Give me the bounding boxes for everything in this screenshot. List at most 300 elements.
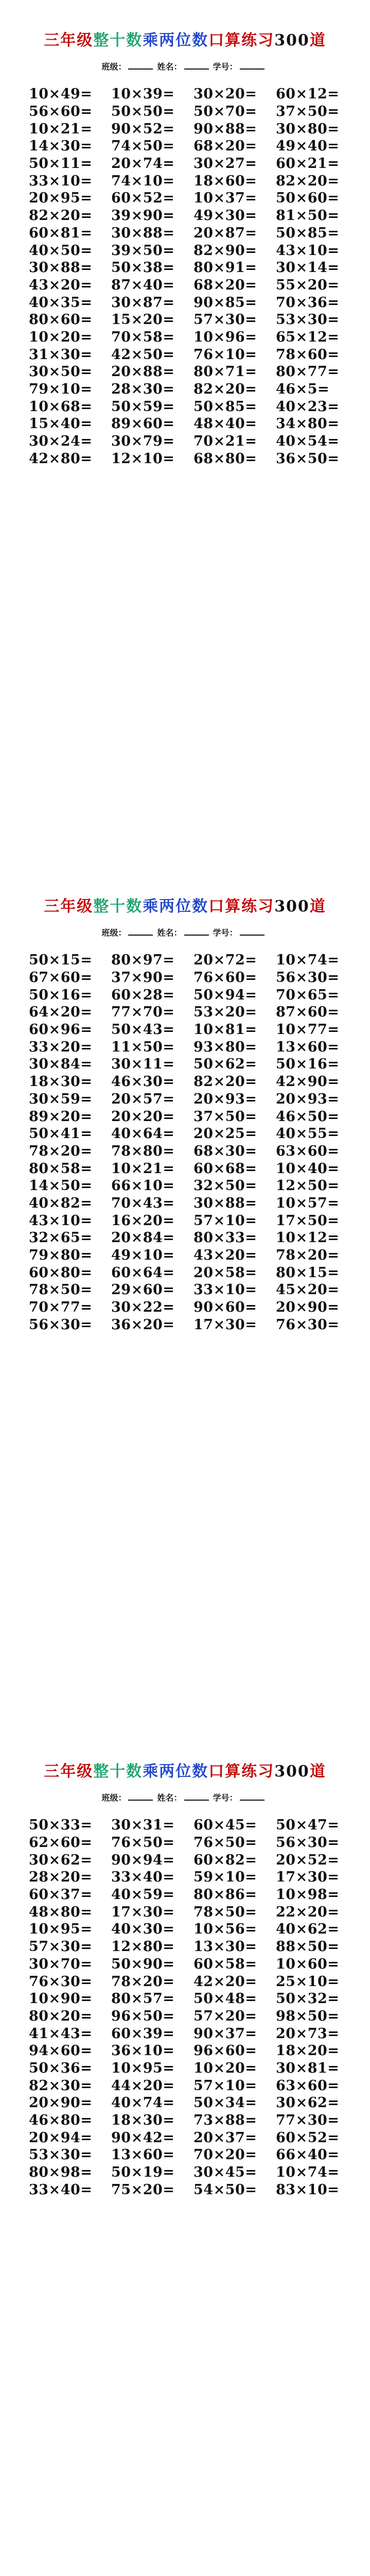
problem-item: 40×82= (29, 1195, 93, 1211)
problem-row (29, 138, 358, 155)
class-blank[interactable] (128, 69, 153, 70)
problem-item: 80×86= (193, 1887, 257, 1903)
problem-item: 20×73= (276, 2025, 340, 2042)
problem-item: 28×30= (111, 381, 175, 398)
problem-item: 20×58= (193, 1264, 257, 1281)
class-label: 班级： (101, 62, 127, 72)
problem-item: 96×60= (193, 2043, 257, 2059)
title-segment: 三年级 (44, 897, 94, 916)
problem-row (29, 2077, 358, 2094)
problem-item: 34×80= (276, 416, 340, 432)
problem-item: 89×60= (111, 416, 175, 432)
problem-item: 50×90= (111, 1956, 175, 1972)
problem-item: 16×20= (111, 1212, 175, 1229)
problem-item: 60×96= (29, 1022, 93, 1038)
problem-item: 88×50= (276, 1939, 340, 1955)
problem-item: 50×48= (193, 1991, 257, 2007)
problem-item: 40×74= (111, 2095, 175, 2111)
problem-item: 50×19= (111, 2164, 175, 2181)
problem-item: 20×25= (193, 1126, 257, 1142)
problem-row (29, 2042, 358, 2060)
problem-item: 50×85= (276, 225, 340, 241)
name-label: 姓名： (157, 928, 182, 938)
problem-item: 78×50= (193, 1904, 257, 1920)
title-segment: 道 (309, 31, 326, 49)
problem-row (29, 2094, 358, 2112)
problem-item: 70×21= (193, 433, 257, 450)
problem-item: 60×39= (111, 2025, 175, 2042)
title-segment: 乘两位数 (143, 1762, 209, 1781)
problem-row (29, 103, 358, 121)
title-segment: 乘两位数 (143, 897, 209, 916)
title-segment: 口算练习 (208, 31, 275, 49)
problem-item: 28×20= (29, 1869, 93, 1886)
problem-item: 50×38= (111, 260, 175, 276)
problem-item: 10×21= (111, 1160, 175, 1177)
problem-item: 46×30= (111, 1074, 175, 1090)
problem-item: 60×52= (276, 2129, 340, 2146)
problem-item: 17×30= (276, 1869, 340, 1886)
problem-grid (29, 952, 358, 1333)
problem-item: 50×70= (193, 104, 257, 120)
problem-row (29, 1073, 358, 1091)
problem-item: 29×60= (111, 1282, 175, 1298)
problem-item: 70×77= (29, 1299, 93, 1316)
problem-item: 57×10= (193, 2077, 257, 2094)
title-segment: 口算练习 (208, 897, 275, 916)
problem-row (29, 1247, 358, 1264)
problem-item: 10×37= (193, 190, 257, 207)
problem-row (29, 1004, 358, 1021)
problem-item: 80×91= (193, 260, 257, 276)
title-segment: 整十数 (93, 31, 143, 49)
problem-item: 33×40= (29, 2181, 93, 2198)
problem-row (29, 363, 358, 381)
problem-item: 13×60= (111, 2147, 175, 2163)
problem-row (29, 1299, 358, 1316)
problem-item: 90×85= (193, 294, 257, 311)
problem-item: 37×50= (193, 1108, 257, 1125)
problem-item: 81×50= (276, 208, 340, 224)
problem-item: 60×81= (29, 225, 93, 241)
problem-row (29, 2146, 358, 2164)
problem-item: 56×60= (29, 104, 93, 120)
problem-item: 50×16= (276, 1056, 340, 1073)
problem-item: 49×10= (111, 1247, 175, 1264)
problem-row (29, 1125, 358, 1143)
problem-item: 78×80= (111, 1143, 175, 1159)
problem-item: 50×60= (276, 190, 340, 207)
problem-item: 50×85= (193, 398, 257, 415)
problem-item: 55×20= (276, 277, 340, 293)
problem-item: 54×50= (193, 2181, 257, 2198)
problem-item: 93×80= (193, 1039, 257, 1055)
problem-item: 70×65= (276, 987, 340, 1003)
problem-row (29, 1056, 358, 1073)
problem-row (29, 1817, 358, 1834)
problem-item: 10×98= (276, 1887, 340, 1903)
problem-row (29, 207, 358, 225)
id-label: 学号： (213, 928, 238, 938)
title-segment: 三年级 (44, 31, 94, 49)
problem-item: 60×52= (111, 190, 175, 207)
problem-item: 80×60= (29, 312, 93, 328)
problem-item: 79×80= (29, 1247, 93, 1264)
problem-item: 76×30= (276, 1316, 340, 1333)
problem-item: 50×16= (29, 987, 93, 1003)
problem-row (29, 329, 358, 346)
problem-item: 20×90= (276, 1299, 340, 1316)
problem-item: 10×60= (276, 1956, 340, 1972)
problem-item: 50×94= (193, 987, 257, 1003)
problem-item: 83×10= (276, 2181, 340, 2198)
problem-item: 12×80= (111, 1939, 175, 1955)
problem-item: 90×88= (193, 121, 257, 137)
problem-item: 46×80= (29, 2112, 93, 2129)
title-segment: 300 (274, 1762, 310, 1781)
problem-item: 43×20= (29, 277, 93, 293)
problem-item: 57×30= (29, 1939, 93, 1955)
title-segment: 乘两位数 (143, 31, 209, 49)
problem-item: 33×10= (193, 1282, 257, 1298)
problem-item: 31×30= (29, 346, 93, 363)
problem-item: 10×40= (276, 1160, 340, 1177)
problem-item: 40×50= (29, 242, 93, 259)
problem-item: 50×15= (29, 952, 93, 969)
problem-item: 50×34= (193, 2095, 257, 2111)
problem-item: 90×37= (193, 2025, 257, 2042)
problem-item: 57×20= (193, 2008, 257, 2024)
problem-item: 18×60= (193, 173, 257, 189)
problem-item: 40×35= (29, 294, 93, 311)
problem-grid (29, 86, 358, 467)
problem-item: 17×30= (193, 1316, 257, 1333)
problem-item: 18×30= (29, 1074, 93, 1090)
problem-item: 20×94= (29, 2129, 93, 2146)
problem-item: 46×5= (276, 381, 330, 398)
problem-item: 60×45= (193, 1817, 257, 1834)
problem-row (29, 294, 358, 311)
problem-item: 30×62= (29, 1852, 93, 1868)
problem-item: 59×10= (193, 1869, 257, 1886)
problem-item: 50×62= (193, 1056, 257, 1073)
problem-item: 53×30= (276, 312, 340, 328)
id-blank[interactable] (240, 935, 265, 936)
problem-item: 50×47= (276, 1817, 340, 1834)
problem-item: 22×20= (276, 1904, 340, 1920)
problem-item: 68×30= (193, 1143, 257, 1159)
problem-item: 77×30= (276, 2112, 340, 2129)
problem-item: 30×59= (29, 1091, 93, 1107)
title-segment: 道 (309, 1762, 326, 1781)
problem-item: 30×45= (193, 2164, 257, 2181)
problem-item: 60×12= (276, 86, 340, 103)
problem-item: 87×60= (276, 1004, 340, 1021)
problem-item: 30×27= (193, 156, 257, 172)
problem-item: 15×20= (111, 312, 175, 328)
student-info-line (0, 60, 370, 72)
problem-item: 48×40= (193, 416, 257, 432)
problem-item: 70×20= (193, 2147, 257, 2163)
problem-item: 53×30= (29, 2147, 93, 2163)
problem-item: 66×10= (111, 1178, 175, 1194)
problem-item: 70×36= (276, 294, 340, 311)
problem-row (29, 1834, 358, 1852)
problem-item: 33×40= (111, 1869, 175, 1886)
problem-row (29, 1229, 358, 1247)
problem-row (29, 1869, 358, 1886)
problem-item: 33×20= (29, 1039, 93, 1055)
id-blank[interactable] (240, 1800, 265, 1801)
problem-item: 80×33= (193, 1230, 257, 1246)
problem-row (29, 2008, 358, 2025)
problem-item: 63×60= (276, 2077, 340, 2094)
problem-item: 10×81= (193, 1022, 257, 1038)
problem-item: 10×49= (29, 86, 93, 103)
student-info-line (0, 1791, 370, 1803)
problem-row (29, 1108, 358, 1125)
problem-item: 42×90= (276, 1074, 340, 1090)
problem-item: 17×30= (111, 1904, 175, 1920)
problem-item: 10×20= (29, 329, 93, 345)
problem-item: 36×10= (111, 2043, 175, 2059)
problem-grid (29, 1817, 358, 2198)
problem-item: 20×93= (193, 1091, 257, 1107)
problem-item: 80×97= (111, 952, 175, 969)
problem-item: 10×39= (111, 86, 175, 103)
problem-item: 60×21= (276, 156, 340, 172)
problem-item: 36×50= (276, 450, 340, 467)
problem-item: 56×30= (276, 1835, 340, 1851)
problem-item: 12×50= (276, 1178, 340, 1194)
problem-item: 50×43= (111, 1022, 175, 1038)
problem-item: 82×30= (29, 2077, 93, 2094)
problem-item: 14×30= (29, 138, 93, 155)
problem-item: 12×10= (111, 450, 175, 467)
problem-item: 11×50= (111, 1039, 175, 1055)
problem-row (29, 986, 358, 1004)
problem-row (29, 1921, 358, 1938)
problem-item: 80×20= (29, 2008, 93, 2024)
problem-item: 40×62= (276, 1921, 340, 1938)
problem-item: 82×20= (29, 208, 93, 224)
problem-row (29, 225, 358, 242)
title-segment: 道 (309, 897, 326, 916)
problem-item: 50×50= (111, 104, 175, 120)
problem-item: 74×50= (111, 138, 175, 155)
problem-item: 43×10= (276, 242, 340, 259)
problem-item: 37×50= (276, 104, 340, 120)
problem-item: 67×60= (29, 970, 93, 986)
problem-item: 10×74= (276, 952, 340, 969)
problem-item: 20×95= (29, 190, 93, 207)
problem-item: 78×20= (276, 1247, 340, 1264)
problem-item: 30×24= (29, 433, 93, 450)
problem-item: 30×79= (111, 433, 175, 450)
problem-item: 73×88= (193, 2112, 257, 2129)
problem-item: 40×64= (111, 1126, 175, 1142)
problem-item: 30×70= (29, 1956, 93, 1972)
title-segment: 口算练习 (208, 1762, 275, 1781)
name-blank[interactable] (184, 935, 209, 936)
problem-row (29, 277, 358, 294)
problem-item: 30×84= (29, 1056, 93, 1073)
problem-item: 50×32= (276, 1991, 340, 2007)
problem-row (29, 969, 358, 987)
problem-item: 20×87= (193, 225, 257, 241)
problem-item: 80×58= (29, 1160, 93, 1177)
problem-item: 57×10= (193, 1212, 257, 1229)
problem-item: 76×10= (193, 346, 257, 363)
problem-row (29, 190, 358, 207)
problem-item: 30×50= (29, 364, 93, 380)
class-blank[interactable] (128, 1800, 153, 1801)
problem-item: 40×55= (276, 1126, 340, 1142)
problem-row (29, 86, 358, 103)
problem-item: 20×84= (111, 1230, 175, 1246)
problem-item: 82×20= (276, 173, 340, 189)
problem-item: 30×20= (193, 86, 257, 103)
problem-row (29, 415, 358, 433)
problem-item: 20×72= (193, 952, 257, 969)
problem-row (29, 2112, 358, 2129)
problem-item: 20×57= (111, 1091, 175, 1107)
problem-item: 76×50= (111, 1835, 175, 1851)
problem-item: 44×20= (111, 2077, 175, 2094)
problem-item: 10×95= (111, 2060, 175, 2076)
problem-item: 87×40= (111, 277, 175, 293)
problem-row (29, 952, 358, 969)
problem-item: 48×80= (29, 1904, 93, 1920)
problem-item: 17×50= (276, 1212, 340, 1229)
problem-item: 30×62= (276, 2095, 340, 2111)
student-info-line (0, 926, 370, 938)
problem-item: 66×40= (276, 2147, 340, 2163)
problem-item: 64×20= (29, 1004, 93, 1021)
title-segment: 三年级 (44, 1762, 94, 1781)
problem-item: 10×56= (193, 1921, 257, 1938)
problem-item: 49×40= (276, 138, 340, 155)
name-label: 姓名： (157, 1793, 182, 1803)
problem-item: 78×20= (111, 1973, 175, 1990)
name-blank[interactable] (184, 1800, 209, 1801)
problem-item: 10×96= (193, 329, 257, 345)
problem-item: 60×58= (193, 1956, 257, 1972)
problem-row (29, 1177, 358, 1195)
problem-item: 37×90= (111, 970, 175, 986)
problem-item: 20×93= (276, 1091, 340, 1107)
problem-item: 50×33= (29, 1817, 93, 1834)
problem-item: 79×10= (29, 381, 93, 398)
problem-item: 25×10= (276, 1973, 340, 1990)
problem-item: 40×59= (111, 1887, 175, 1903)
id-label: 学号： (213, 62, 238, 72)
problem-row (29, 1212, 358, 1229)
problem-item: 65×12= (276, 329, 340, 345)
problem-item: 90×94= (111, 1852, 175, 1868)
worksheet-title (0, 893, 370, 916)
problem-item: 15×40= (29, 416, 93, 432)
problem-item: 30×11= (111, 1056, 175, 1073)
problem-row (29, 450, 358, 467)
problem-item: 10×20= (193, 2060, 257, 2076)
class-label: 班级： (101, 928, 127, 938)
problem-row (29, 1973, 358, 1990)
problem-item: 30×81= (276, 2060, 340, 2076)
problem-item: 75×20= (111, 2181, 175, 2198)
problem-item: 60×28= (111, 987, 175, 1003)
problem-row (29, 346, 358, 363)
problem-row (29, 1038, 358, 1056)
problem-item: 30×31= (111, 1817, 175, 1834)
problem-item: 18×30= (111, 2112, 175, 2129)
problem-item: 42×50= (111, 346, 175, 363)
problem-item: 42×80= (29, 450, 93, 467)
problem-row (29, 398, 358, 415)
problem-row (29, 2129, 358, 2146)
problem-item: 63×60= (276, 1143, 340, 1159)
problem-item: 82×20= (193, 1074, 257, 1090)
problem-item: 60×64= (111, 1264, 175, 1281)
problem-item: 30×87= (111, 294, 175, 311)
problem-item: 98×50= (276, 2008, 340, 2024)
problem-item: 10×95= (29, 1921, 93, 1938)
problem-item: 50×41= (29, 1126, 93, 1142)
problem-row (29, 2181, 358, 2198)
title-segment: 整十数 (93, 1762, 143, 1781)
problem-row (29, 1281, 358, 1299)
problem-item: 18×20= (276, 2043, 340, 2059)
name-blank[interactable] (184, 69, 209, 70)
problem-item: 20×74= (111, 156, 175, 172)
problem-row (29, 1903, 358, 1921)
problem-item: 60×80= (29, 1264, 93, 1281)
problem-item: 10×21= (29, 121, 93, 137)
problem-row (29, 1160, 358, 1177)
problem-item: 45×20= (276, 1282, 340, 1298)
problem-row (29, 2164, 358, 2181)
problem-item: 60×37= (29, 1887, 93, 1903)
problem-row (29, 1886, 358, 1904)
problem-item: 80×57= (111, 1991, 175, 2007)
id-label: 学号： (213, 1793, 238, 1803)
problem-item: 50×11= (29, 156, 93, 172)
title-segment: 整十数 (93, 897, 143, 916)
problem-item: 30×88= (29, 260, 93, 276)
problem-item: 76×30= (29, 1973, 93, 1990)
problem-item: 36×20= (111, 1316, 175, 1333)
problem-item: 13×30= (193, 1939, 257, 1955)
problem-item: 30×88= (111, 225, 175, 241)
problem-item: 49×30= (193, 208, 257, 224)
problem-item: 80×77= (276, 364, 340, 380)
problem-item: 42×20= (193, 1973, 257, 1990)
problem-item: 56×30= (276, 970, 340, 986)
problem-item: 70×58= (111, 329, 175, 345)
problem-item: 90×42= (111, 2129, 175, 2146)
title-segment: 300 (274, 897, 310, 916)
problem-item: 96×50= (111, 2008, 175, 2024)
problem-row (29, 259, 358, 277)
problem-item: 20×37= (193, 2129, 257, 2146)
class-blank[interactable] (128, 935, 153, 936)
problem-item: 10×57= (276, 1195, 340, 1211)
problem-item: 30×80= (276, 121, 340, 137)
problem-item: 30×22= (111, 1299, 175, 1316)
problem-row (29, 2060, 358, 2077)
id-blank[interactable] (240, 69, 265, 70)
problem-item: 10×90= (29, 1991, 93, 2007)
